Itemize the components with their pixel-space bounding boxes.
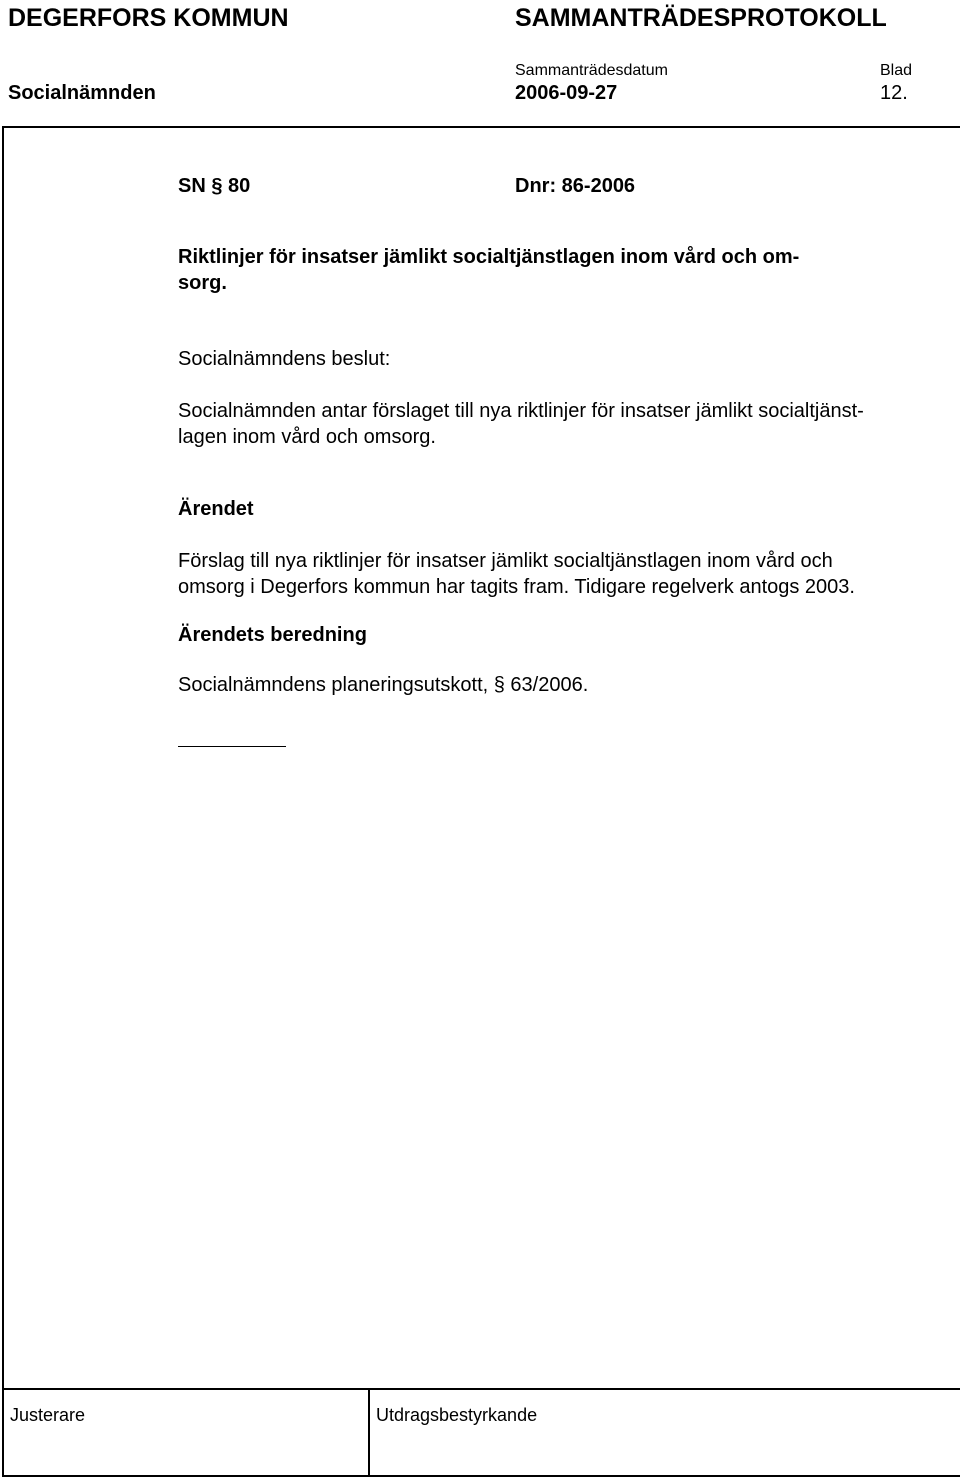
decision-text-line: lagen inom vård och omsorg. (178, 426, 436, 448)
document-frame (2, 126, 960, 1477)
document-type: SAMMANTRÄDESPROTOKOLL (515, 4, 887, 32)
certification-label: Utdragsbestyrkande (376, 1405, 538, 1425)
footer-divider-horizontal (2, 1388, 960, 1390)
preparation-text: Socialnämndens planeringsutskott, § 63/2006. (178, 674, 589, 696)
matter-heading: Ärendet (178, 498, 254, 520)
page-label: Blad (880, 62, 913, 79)
meeting-date-label: Sammanträdesdatum (515, 62, 668, 79)
registration-number: Dnr: 86-2006 (515, 175, 636, 197)
decision-text (178, 398, 923, 450)
decision-heading: Socialnämndens beslut: (178, 348, 391, 370)
item-reference: SN § 80 (178, 175, 251, 197)
organization-name: DEGERFORS KOMMUN (8, 4, 289, 32)
preparation-heading: Ärendets beredning (178, 624, 367, 646)
item-title-line: sorg. (178, 272, 227, 294)
matter-text-line: omsorg i Degerfors kommun har tagits fram. Tidigare regelverk antogs 2003. (178, 576, 855, 598)
decision-text-line: Socialnämnden antar förslaget till nya riktlinjer för insatser jämlikt socialtjänst- (178, 400, 864, 422)
committee-name: Socialnämnden (8, 82, 156, 104)
meeting-date: 2006-09-27 (515, 82, 618, 104)
page-number: 12. (880, 82, 908, 104)
matter-text (178, 548, 938, 600)
item-title-line: Riktlinjer för insatser jämlikt socialtjänstlagen inom vård och om- (178, 246, 800, 268)
separator-line (178, 746, 286, 747)
footer-divider-vertical (368, 1388, 370, 1476)
matter-text-line: Förslag till nya riktlinjer för insatser jämlikt socialtjänstlagen inom vård och (178, 550, 833, 572)
adjuster-label: Justerare (10, 1405, 86, 1425)
item-title (178, 244, 923, 296)
